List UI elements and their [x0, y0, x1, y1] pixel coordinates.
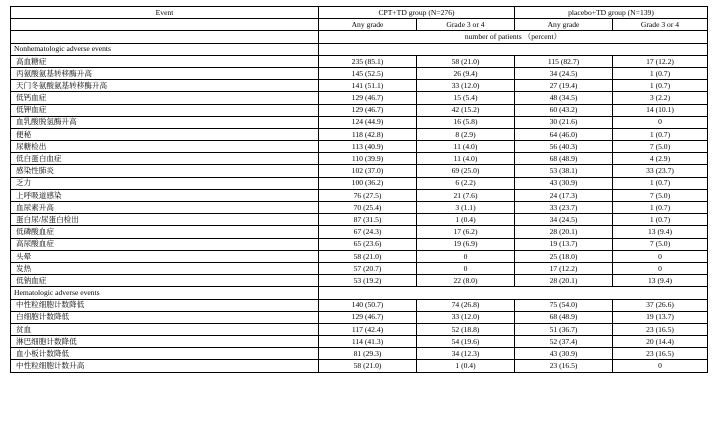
section-title: Hematologic adverse events: [11, 287, 319, 299]
value-cell-pla-any: 52 (37.4): [515, 336, 613, 348]
value-cell-cpt-g34: 74 (26.8): [417, 299, 515, 311]
table-row: [11, 226, 708, 238]
cpt-grade34-header: Grade 3 or 4: [417, 19, 515, 31]
value-cell-cpt-g34: 1 (0.4): [417, 360, 515, 372]
table-row: [11, 275, 708, 287]
table-row: [11, 177, 708, 189]
table-row: [11, 311, 708, 323]
value-cell-cpt-any: 58 (21.0): [319, 360, 417, 372]
event-name: 低钙血症: [11, 92, 319, 104]
value-cell-pla-g34: 19 (13.7): [613, 311, 708, 323]
value-cell-pla-g34: 17 (12.2): [613, 55, 708, 67]
event-name: 头晕: [11, 250, 319, 262]
placebo-group-header: placebo+TD group (N=139): [515, 7, 708, 19]
event-name: 淋巴细胞计数降低: [11, 336, 319, 348]
value-cell-cpt-g34: 33 (12.0): [417, 80, 515, 92]
section-spacer: [319, 43, 708, 55]
table-row: [11, 116, 708, 128]
value-cell-cpt-any: 129 (46.7): [319, 311, 417, 323]
table-row: [11, 336, 708, 348]
value-cell-pla-g34: 1 (0.7): [613, 214, 708, 226]
value-cell-pla-g34: 23 (16.5): [613, 323, 708, 335]
value-cell-cpt-any: 110 (39.9): [319, 153, 417, 165]
value-cell-pla-any: 43 (30.9): [515, 348, 613, 360]
event-name: 中性粒细胞计数升高: [11, 360, 319, 372]
table-row: [11, 189, 708, 201]
value-cell-pla-g34: 1 (0.7): [613, 177, 708, 189]
value-cell-pla-g34: 13 (9.4): [613, 275, 708, 287]
value-cell-cpt-any: 100 (36.2): [319, 177, 417, 189]
event-name: 尿糖检出: [11, 141, 319, 153]
value-cell-pla-g34: 0: [613, 360, 708, 372]
empty-header-cell: [11, 31, 319, 43]
section-spacer: [319, 287, 708, 299]
table-row: [11, 250, 708, 262]
value-cell-pla-g34: 0: [613, 250, 708, 262]
section-row: [11, 43, 708, 55]
event-name: 感染性肺炎: [11, 165, 319, 177]
adverse-events-table: [10, 6, 708, 373]
value-cell-cpt-g34: 33 (12.0): [417, 311, 515, 323]
value-cell-cpt-any: 57 (20.7): [319, 262, 417, 274]
placebo-grade34-header: Grade 3 or 4: [613, 19, 708, 31]
event-name: 乏力: [11, 177, 319, 189]
value-cell-cpt-any: 81 (29.3): [319, 348, 417, 360]
table-row: [11, 360, 708, 372]
value-cell-cpt-any: 67 (24.3): [319, 226, 417, 238]
value-cell-cpt-any: 76 (27.5): [319, 189, 417, 201]
value-cell-pla-g34: 1 (0.7): [613, 128, 708, 140]
event-name: 高尿酸血症: [11, 238, 319, 250]
event-name: 蛋白尿/尿蛋白检出: [11, 214, 319, 226]
cpt-group-header: CPT+TD group (N=276): [319, 7, 515, 19]
event-name: 中性粒细胞计数降低: [11, 299, 319, 311]
value-cell-pla-any: 53 (38.1): [515, 165, 613, 177]
value-cell-cpt-g34: 6 (2.2): [417, 177, 515, 189]
event-name: 低白蛋白血症: [11, 153, 319, 165]
section-title: Nonhematologic adverse events: [11, 43, 319, 55]
value-cell-pla-any: 60 (43.2): [515, 104, 613, 116]
header-row-units: [11, 31, 708, 43]
value-cell-pla-any: 56 (40.3): [515, 141, 613, 153]
value-cell-cpt-g34: 8 (2.9): [417, 128, 515, 140]
table-row: [11, 141, 708, 153]
value-cell-cpt-any: 140 (50.7): [319, 299, 417, 311]
value-cell-cpt-g34: 3 (1.1): [417, 202, 515, 214]
header-row-groups: [11, 7, 708, 19]
value-cell-pla-g34: 37 (26.6): [613, 299, 708, 311]
value-cell-pla-g34: 14 (10.1): [613, 104, 708, 116]
value-cell-cpt-g34: 22 (8.0): [417, 275, 515, 287]
value-cell-cpt-any: 118 (42.8): [319, 128, 417, 140]
event-name: 贫血: [11, 323, 319, 335]
value-cell-cpt-any: 117 (42.4): [319, 323, 417, 335]
table-row: [11, 202, 708, 214]
table-row: [11, 348, 708, 360]
value-cell-cpt-g34: 58 (21.0): [417, 55, 515, 67]
value-cell-pla-g34: 0: [613, 262, 708, 274]
value-cell-pla-g34: 0: [613, 116, 708, 128]
value-cell-pla-any: 27 (19.4): [515, 80, 613, 92]
value-cell-cpt-any: 70 (25.4): [319, 202, 417, 214]
value-cell-pla-any: 48 (34.5): [515, 92, 613, 104]
value-cell-pla-g34: 20 (14.4): [613, 336, 708, 348]
value-cell-cpt-g34: 11 (4.0): [417, 153, 515, 165]
value-cell-cpt-g34: 16 (5.8): [417, 116, 515, 128]
value-cell-cpt-any: 129 (46.7): [319, 92, 417, 104]
value-cell-pla-any: 28 (20.1): [515, 275, 613, 287]
value-cell-pla-g34: 4 (2.9): [613, 153, 708, 165]
value-cell-cpt-g34: 0: [417, 262, 515, 274]
table-row: [11, 323, 708, 335]
header-row-grades: [11, 19, 708, 31]
value-cell-pla-any: 17 (12.2): [515, 262, 613, 274]
value-cell-cpt-any: 235 (85.1): [319, 55, 417, 67]
value-cell-cpt-any: 129 (46.7): [319, 104, 417, 116]
event-name: 血小板计数降低: [11, 348, 319, 360]
value-cell-pla-any: 64 (46.0): [515, 128, 613, 140]
value-cell-cpt-any: 141 (51.1): [319, 80, 417, 92]
value-cell-cpt-any: 65 (23.6): [319, 238, 417, 250]
event-header: Event: [11, 7, 319, 19]
table-row: [11, 67, 708, 79]
event-name: 便秘: [11, 128, 319, 140]
table-row: [11, 153, 708, 165]
event-name: 天门冬氨酸氨基转移酶升高: [11, 80, 319, 92]
value-cell-cpt-g34: 19 (6.9): [417, 238, 515, 250]
event-name: 血乳酸脱氢酶升高: [11, 116, 319, 128]
value-cell-cpt-g34: 69 (25.0): [417, 165, 515, 177]
value-cell-cpt-g34: 42 (15.2): [417, 104, 515, 116]
value-cell-pla-any: 33 (23.7): [515, 202, 613, 214]
value-cell-pla-any: 24 (17.3): [515, 189, 613, 201]
table-row: [11, 128, 708, 140]
table-row: [11, 104, 708, 116]
event-name: 低钾血症: [11, 104, 319, 116]
value-cell-cpt-g34: 52 (18.8): [417, 323, 515, 335]
value-cell-pla-g34: 23 (16.5): [613, 348, 708, 360]
value-cell-pla-g34: 33 (23.7): [613, 165, 708, 177]
value-cell-pla-any: 19 (13.7): [515, 238, 613, 250]
value-cell-cpt-any: 145 (52.5): [319, 67, 417, 79]
placebo-any-grade-header: Any grade: [515, 19, 613, 31]
value-cell-cpt-g34: 11 (4.0): [417, 141, 515, 153]
event-name: 白细胞计数降低: [11, 311, 319, 323]
value-cell-cpt-g34: 1 (0.4): [417, 214, 515, 226]
value-cell-pla-g34: 7 (5.0): [613, 189, 708, 201]
value-cell-pla-any: 23 (16.5): [515, 360, 613, 372]
event-name: 发热: [11, 262, 319, 274]
value-cell-cpt-g34: 17 (6.2): [417, 226, 515, 238]
value-cell-cpt-g34: 15 (5.4): [417, 92, 515, 104]
value-cell-pla-any: 68 (48.9): [515, 311, 613, 323]
value-cell-pla-g34: 7 (5.0): [613, 141, 708, 153]
value-cell-pla-any: 34 (24.5): [515, 214, 613, 226]
value-cell-cpt-g34: 34 (12.3): [417, 348, 515, 360]
section-row: [11, 287, 708, 299]
table-row: [11, 299, 708, 311]
value-cell-pla-any: 34 (24.5): [515, 67, 613, 79]
value-cell-cpt-g34: 21 (7.6): [417, 189, 515, 201]
value-cell-pla-g34: 3 (2.2): [613, 92, 708, 104]
value-cell-cpt-g34: 0: [417, 250, 515, 262]
value-cell-pla-g34: 7 (5.0): [613, 238, 708, 250]
value-cell-pla-any: 115 (82.7): [515, 55, 613, 67]
table-body: [11, 7, 708, 373]
table-row: [11, 238, 708, 250]
value-cell-pla-any: 43 (30.9): [515, 177, 613, 189]
table-row: [11, 92, 708, 104]
empty-header-cell: [11, 19, 319, 31]
table-row: [11, 262, 708, 274]
value-cell-pla-g34: 13 (9.4): [613, 226, 708, 238]
value-cell-cpt-any: 113 (40.9): [319, 141, 417, 153]
value-cell-cpt-any: 58 (21.0): [319, 250, 417, 262]
event-name: 血尿素升高: [11, 202, 319, 214]
table-row: [11, 55, 708, 67]
value-cell-pla-g34: 1 (0.7): [613, 202, 708, 214]
value-cell-cpt-g34: 54 (19.6): [417, 336, 515, 348]
value-cell-pla-g34: 1 (0.7): [613, 67, 708, 79]
value-cell-cpt-any: 102 (37.0): [319, 165, 417, 177]
value-cell-pla-any: 30 (21.6): [515, 116, 613, 128]
event-name: 上呼吸道感染: [11, 189, 319, 201]
table-row: [11, 165, 708, 177]
event-name: 高血糖症: [11, 55, 319, 67]
event-name: 丙氨酸氨基转移酶升高: [11, 67, 319, 79]
value-cell-cpt-g34: 26 (9.4): [417, 67, 515, 79]
table-row: [11, 214, 708, 226]
value-cell-cpt-any: 124 (44.9): [319, 116, 417, 128]
value-cell-pla-any: 25 (18.0): [515, 250, 613, 262]
value-cell-pla-any: 51 (36.7): [515, 323, 613, 335]
value-cell-cpt-any: 114 (41.3): [319, 336, 417, 348]
value-cell-cpt-any: 87 (31.5): [319, 214, 417, 226]
value-cell-pla-any: 28 (20.1): [515, 226, 613, 238]
value-cell-pla-g34: 1 (0.7): [613, 80, 708, 92]
value-cell-cpt-any: 53 (19.2): [319, 275, 417, 287]
table-row: [11, 80, 708, 92]
cpt-any-grade-header: Any grade: [319, 19, 417, 31]
value-cell-pla-any: 75 (54.0): [515, 299, 613, 311]
event-name: 低钠血症: [11, 275, 319, 287]
value-cell-pla-any: 68 (48.9): [515, 153, 613, 165]
units-subheader: number of patients （percent）: [319, 31, 708, 43]
event-name: 低磷酸血症: [11, 226, 319, 238]
